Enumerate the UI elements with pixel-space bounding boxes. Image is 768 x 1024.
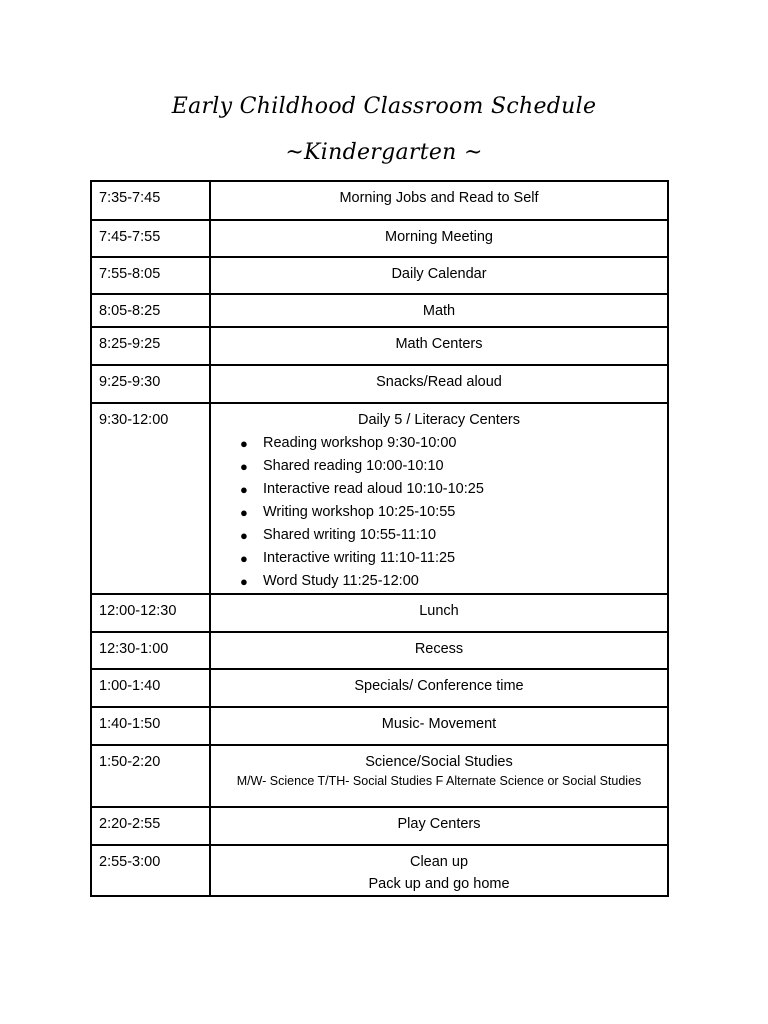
activity-cell (210, 707, 668, 745)
list-item (211, 455, 667, 478)
activity-cell (210, 181, 668, 220)
activity-label: Math (422, 303, 456, 319)
activity-cell (210, 365, 668, 403)
schedule-row (91, 845, 668, 896)
list-item (211, 547, 667, 570)
activity-cell (210, 327, 668, 365)
bullet-icon: ● (240, 436, 248, 451)
activity-label: Daily 5 / Literacy Centers (358, 412, 520, 428)
bullet-icon: ● (240, 505, 248, 520)
activity-label: Music- Movement (381, 716, 497, 732)
activity-label: Clean up (409, 854, 469, 870)
activity-cell (210, 220, 668, 257)
activity-label: Lunch (419, 603, 459, 619)
time-cell: 1:00-1:40 (91, 669, 210, 707)
activity-cell (210, 403, 668, 594)
list-item-label: Shared writing 10:55-11:10 (263, 527, 437, 543)
bullet-icon: ● (240, 574, 248, 589)
schedule-row (91, 707, 668, 745)
list-item-label: Writing workshop 10:25-10:55 (263, 504, 456, 520)
activity-label: Math Centers (395, 336, 483, 352)
time-cell: 12:30-1:00 (91, 632, 210, 669)
activity-cell (210, 594, 668, 632)
time-cell: 9:30-12:00 (91, 403, 210, 594)
schedule-row (91, 327, 668, 365)
activity-note: M/W- Science T/TH- Social Studies F Alternate Science or Social Studies (236, 774, 642, 788)
activity-label: Specials/ Conference time (354, 678, 524, 694)
bullet-icon: ● (240, 482, 248, 497)
schedule-row (91, 365, 668, 403)
list-item (211, 570, 667, 593)
activity-cell (210, 845, 668, 896)
time-cell: 7:35-7:45 (91, 181, 210, 220)
activity-cell (210, 294, 668, 327)
activity-label: Play Centers (397, 816, 481, 832)
bullet-icon: ● (240, 459, 248, 474)
schedule-row (91, 669, 668, 707)
document-title: Early Childhood Classroom Schedule (171, 94, 597, 119)
activity-label: Morning Jobs and Read to Self (339, 190, 539, 206)
time-cell: 8:25-9:25 (91, 327, 210, 365)
time-cell: 1:40-1:50 (91, 707, 210, 745)
schedule-row (91, 220, 668, 257)
time-cell: 9:25-9:30 (91, 365, 210, 403)
activity-cell (210, 745, 668, 807)
literacy-block-list (211, 432, 667, 593)
time-cell: 8:05-8:25 (91, 294, 210, 327)
schedule-row (91, 807, 668, 845)
bullet-icon: ● (240, 551, 248, 566)
list-item (211, 524, 667, 547)
activity-cell (210, 807, 668, 845)
activity-label: Morning Meeting (385, 229, 493, 245)
schedule-row (91, 257, 668, 294)
schedule-row (91, 594, 668, 632)
time-cell: 7:45-7:55 (91, 220, 210, 257)
activity-label: Daily Calendar (391, 266, 487, 282)
list-item-label: Shared reading 10:00-10:10 (263, 458, 444, 474)
activity-cell (210, 257, 668, 294)
document-subtitle: ~Kindergarten ~ (285, 140, 483, 165)
time-cell: 1:50-2:20 (91, 745, 210, 807)
activity-label: Science/Social Studies (365, 754, 513, 770)
bullet-icon: ● (240, 528, 248, 543)
activity-cell (210, 632, 668, 669)
activity-cell (210, 669, 668, 707)
schedule-row (91, 294, 668, 327)
schedule-row (91, 181, 668, 220)
time-cell: 2:55-3:00 (91, 845, 210, 896)
schedule-row (91, 403, 668, 594)
list-item-label: Word Study 11:25-12:00 (263, 573, 419, 589)
activity-note: Pack up and go home (368, 876, 510, 892)
time-cell: 2:20-2:55 (91, 807, 210, 845)
schedule-table (90, 180, 669, 897)
time-cell: 12:00-12:30 (91, 594, 210, 632)
activity-label: Snacks/Read aloud (376, 374, 502, 390)
list-item-label: Interactive read aloud 10:10-10:25 (263, 481, 484, 497)
list-item-label: Reading workshop 9:30-10:00 (263, 435, 457, 451)
list-item (211, 432, 667, 455)
activity-label: Recess (414, 641, 464, 657)
time-cell: 7:55-8:05 (91, 257, 210, 294)
list-item (211, 501, 667, 524)
list-item-label: Interactive writing 11:10-11:25 (263, 550, 456, 566)
list-item (211, 478, 667, 501)
schedule-row (91, 745, 668, 807)
schedule-row (91, 632, 668, 669)
